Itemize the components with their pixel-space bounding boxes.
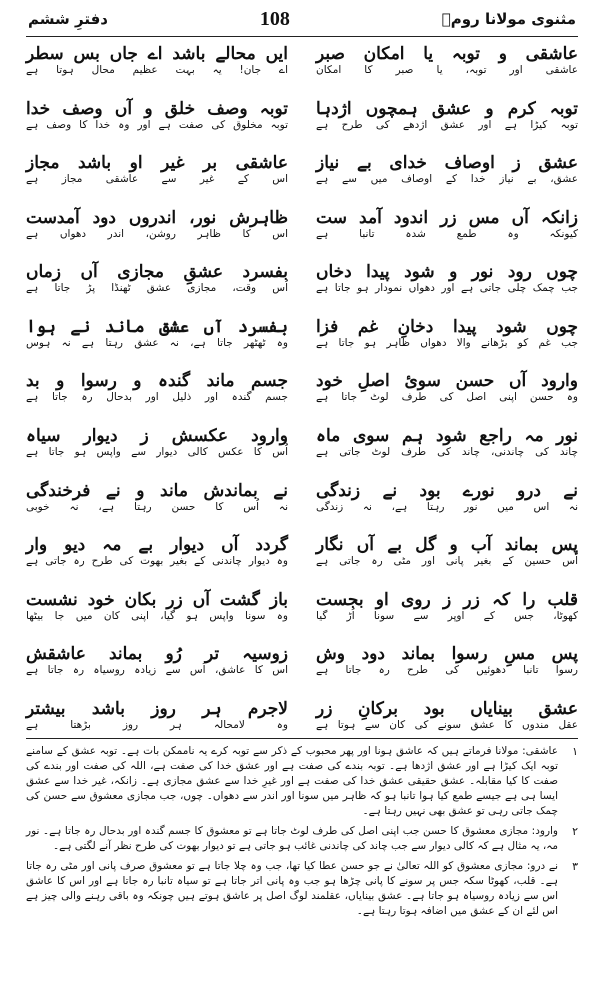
- verse-line: وارود عکسش ز دیوار سیاہ: [26, 426, 288, 447]
- verse-line: پس بماند آب و گل بے آں نگار: [316, 535, 578, 556]
- footnotes: [26, 744, 578, 983]
- couplet: [316, 371, 578, 404]
- verse-translation: کھوٹا، جس کے اوپر سے سونا اُڑ گیا: [316, 609, 578, 622]
- verse-line: عشق ز اوصاف خدای بے نیاز: [316, 153, 578, 174]
- footnote-text: عاشقی: مولانا فرماتے ہیں کہ عاشق ہونا اور پھر محبوب کے ذکر سے توبہ کرے یہ ناممکن بات ہے۔ توبہ عشق کے سامنے توبہ ایک کیڑا ہے اور عشق اژدھا ہے۔ توبہ بندے کی صفت ہے اور عشق خدا کی صفت ہے، اللہ کی صفت اور بندے کی صفت کا کیا مقابلہ۔ عشق حقیقی عشق خدا کی صفت ہے اور غیرِ خدا سے عشق مجازی ہے۔ زانکہ، غیر خدا سے عشق ایسا ہی ہے جیسے طمع کیا ہوا تانبا ہو کہ ظاہر میں سونا اور اندر سے دھواں۔ چوں، جب مجازی معشوق سے حسن کی چمک جاتی رہی تو عشق بھی نہیں رہتا ہے۔: [26, 745, 558, 817]
- verse-line: چوں رود نور و شود پیدا دخاں: [316, 262, 578, 283]
- couplet: [26, 590, 288, 623]
- verse-column-right: [302, 44, 578, 732]
- verse-translation: وہ سونا واپس ہو گیا، اپنی کان میں جا بیٹھا: [26, 609, 288, 622]
- verse-translation: چاند کی چاندنی، چاند کی طرف لوٹ جاتی ہے: [316, 446, 578, 459]
- couplet: [26, 644, 288, 677]
- verse-line: عشق بینایاں بود برکانِ زر: [316, 698, 578, 719]
- couplet: [316, 535, 578, 568]
- couplet: [316, 99, 578, 132]
- verse-translation: اس کا ظاہر روشن، اندر دھواں ہے: [26, 227, 288, 240]
- couplet: [316, 317, 578, 350]
- verse-line: ایں محالے باشد اے جاں بس سطر: [26, 44, 288, 64]
- verse-line: بفسرد عشقِ مجازی آں زماں: [26, 262, 288, 283]
- footnote-number: ۲: [572, 825, 578, 838]
- verse-line: عاشقی و توبہ یا امکان صبر: [316, 44, 578, 64]
- verse-line: لاجرم ہر روز باشد بیشتر: [26, 698, 288, 719]
- couplet: [26, 535, 288, 568]
- verse-translation: وہ ٹھٹھر جاتا ہے، نہ عشق رہتا ہے نہ ہوس: [26, 336, 288, 349]
- book-title: مثنوی مولانا رومؒ: [441, 10, 576, 28]
- couplet: [316, 426, 578, 459]
- verse-line: نے درو نورے بود نے زندگی: [316, 480, 578, 501]
- couplet: [26, 426, 288, 459]
- verse-translation: توبہ کیڑا ہے اور عشق اژدھے کی طرح ہے: [316, 118, 578, 131]
- couplet: [316, 44, 578, 77]
- verse-line: پس مسِ رسوا بماند دود وش: [316, 644, 578, 665]
- verse-translation: توبہ مخلوق کی صفت ہے اور وہ خدا کا وصف ہے: [26, 118, 288, 131]
- verse-translation: وہ لامحالہ ہر روز بڑھتا ہے: [26, 718, 288, 731]
- verse-line: بفسرد آں عشق ماند نے ہوا: [26, 316, 288, 337]
- verse-line: نے بماندش ماند و نے فرخندگی: [26, 480, 288, 501]
- couplet: [316, 153, 578, 186]
- verse-translation: اس کا عاشق، اُس سے زیادہ روسیاہ رہ جاتا ہے: [26, 664, 288, 677]
- footnote-text: نے درو: مجازی معشوق کو اللہ تعالیٰ نے جو حسن عطا کیا تھا، جب وہ چلا جاتا ہے تو معشوق صرف پانی اور مٹی رہ جاتا ہے۔ قلب، کھوٹا سکہ جس پر سونے کا پانی چڑھا ہو جب وہ پانی اتر جاتا ہے تو سیاہ تانبا رہ جاتا ہے اور اس کا عاشق اس سے زیادہ روسیاہ ہو جاتا ہے۔ عشق بینایاں، عقلمند لوگ اصل پر عاشق ہوتے ہیں چونکہ وہ باقی رہنے والی چیز ہے اس لئے ان کے عشق میں اضافہ ہوتا رہتا ہے۔: [26, 860, 558, 917]
- verse-line: باز گشت آں زر بکان خود نشست: [26, 589, 288, 610]
- verse-column-left: [26, 44, 302, 732]
- verse-line: عاشقی بر غیر او باشد مجاز: [26, 153, 288, 174]
- couplet: [26, 44, 288, 77]
- verse-translation: اس کے غیر سے عاشقی مجاز ہے: [26, 173, 288, 186]
- verse-line: زوسیہ تر رُو بماند عاشقش: [26, 644, 288, 665]
- verse-translation: عقل مندوں کا عشق سونے کی کان سے ہوتا ہے: [316, 718, 578, 731]
- verse-translation: نہ اس میں نور رہتا ہے، نہ زندگی: [316, 500, 578, 513]
- verse-translation: جب چمک چلی جاتی ہے اور دھواں نمودار ہو جاتا ہے: [316, 282, 578, 295]
- verse-translation: وہ حسن اپنی اصل کی طرف لوٹ جاتا ہے: [316, 391, 578, 404]
- couplet: [316, 699, 578, 732]
- header-divider: [26, 36, 578, 37]
- couplet: [26, 153, 288, 186]
- footnote-number: ۱: [572, 745, 578, 758]
- verse-translation: اُس حسین کے بغیر پانی اور مٹی رہ جاتی ہے: [316, 555, 578, 568]
- footnote-divider: [26, 738, 578, 739]
- verse-translation: جسم گندہ اور ذلیل اور بدحال رہ جاتا ہے: [26, 391, 288, 404]
- couplet: [26, 371, 288, 404]
- footnote: [26, 744, 578, 819]
- verse-line: ظاہرش نور، اندروں دود آمدست: [26, 207, 288, 228]
- footnote-number: ۳: [572, 860, 578, 873]
- verse-line: نور مہ راجع شود ہم سوی ماہ: [316, 426, 578, 447]
- couplet: [316, 481, 578, 514]
- page-number: 108: [259, 7, 290, 30]
- verse-line: توبہ کرم و عشق ہمچوں اژدہا: [316, 98, 578, 119]
- verse-translation: اُس کا عکس کالی دیوار سے واپس ہو جاتا ہے: [26, 446, 288, 459]
- verse-translation: عاشقی اور توبہ، یا صبر کا امکان: [316, 64, 578, 76]
- couplet: [26, 699, 288, 732]
- verse-line: قلب را کہ زر ز روی او بجست: [316, 589, 578, 610]
- couplet: [26, 99, 288, 132]
- verse-line: وارود آں حسن سوئ اصلِ خود: [316, 371, 578, 392]
- verse-translation: کیونکہ وہ طمع شدہ تانبا ہے: [316, 227, 578, 240]
- page-header: [28, 4, 576, 34]
- footnote-text: وارود: مجازی معشوق کا حسن جب اپنی اصل کی طرف لوٹ جاتا ہے تو معشوق کا جسم گندہ اور بدحال رہ جاتا ہے۔ نور مہ، یہ مثال ہے کہ کالی دیوار سے جب چاند کی چاندنی غائب ہو جاتی ہے تو دیوار بھوت کی طرح نظر آنے لگتی ہے۔: [26, 825, 558, 852]
- verse-line: چوں شود پیدا دخانِ غم فزا: [316, 316, 578, 337]
- couplet: [316, 644, 578, 677]
- verse-translation: عشق، بے نیاز خدا کے اوصاف میں سے ہے: [316, 173, 578, 186]
- footnote: [26, 859, 578, 919]
- couplet: [316, 590, 578, 623]
- verse-translation: نہ اُس کا حسن رہتا ہے، نہ خوبی: [26, 500, 288, 513]
- couplet: [26, 481, 288, 514]
- verse-line: زانکہ آں مس زر اندود آمد ست: [316, 207, 578, 228]
- verse-line: توبہ وصف خلق و آں وصف خدا: [26, 98, 288, 119]
- verse-translation: اُس وقت، مجازی عشق ٹھنڈا پڑ جاتا ہے: [26, 282, 288, 295]
- verse-line: جسم ماند گندہ و رسوا و بد: [26, 371, 288, 392]
- verse-translation: رسوا تانبا دھوئیں کی طرح رہ جاتا ہے: [316, 664, 578, 677]
- couplet: [26, 208, 288, 241]
- couplet: [316, 262, 578, 295]
- couplet: [316, 208, 578, 241]
- section-title: دفترِ ششم: [28, 10, 108, 28]
- couplet: [26, 262, 288, 295]
- verse-translation: اے جان! یہ بہت عظیم محال ہوتا ہے: [26, 64, 288, 76]
- verse-columns: [26, 44, 578, 732]
- verse-translation: جب غم کو بڑھانے والا دھواں ظاہر ہو جاتا ہے: [316, 336, 578, 349]
- verse-line: گردد آں دیوار بے مہ دیو وار: [26, 535, 288, 556]
- couplet: [26, 317, 288, 350]
- verse-translation: وہ دیوار چاندنی کے بغیر بھوت کی طرح رہ جاتی ہے: [26, 555, 288, 568]
- footnote: [26, 824, 578, 854]
